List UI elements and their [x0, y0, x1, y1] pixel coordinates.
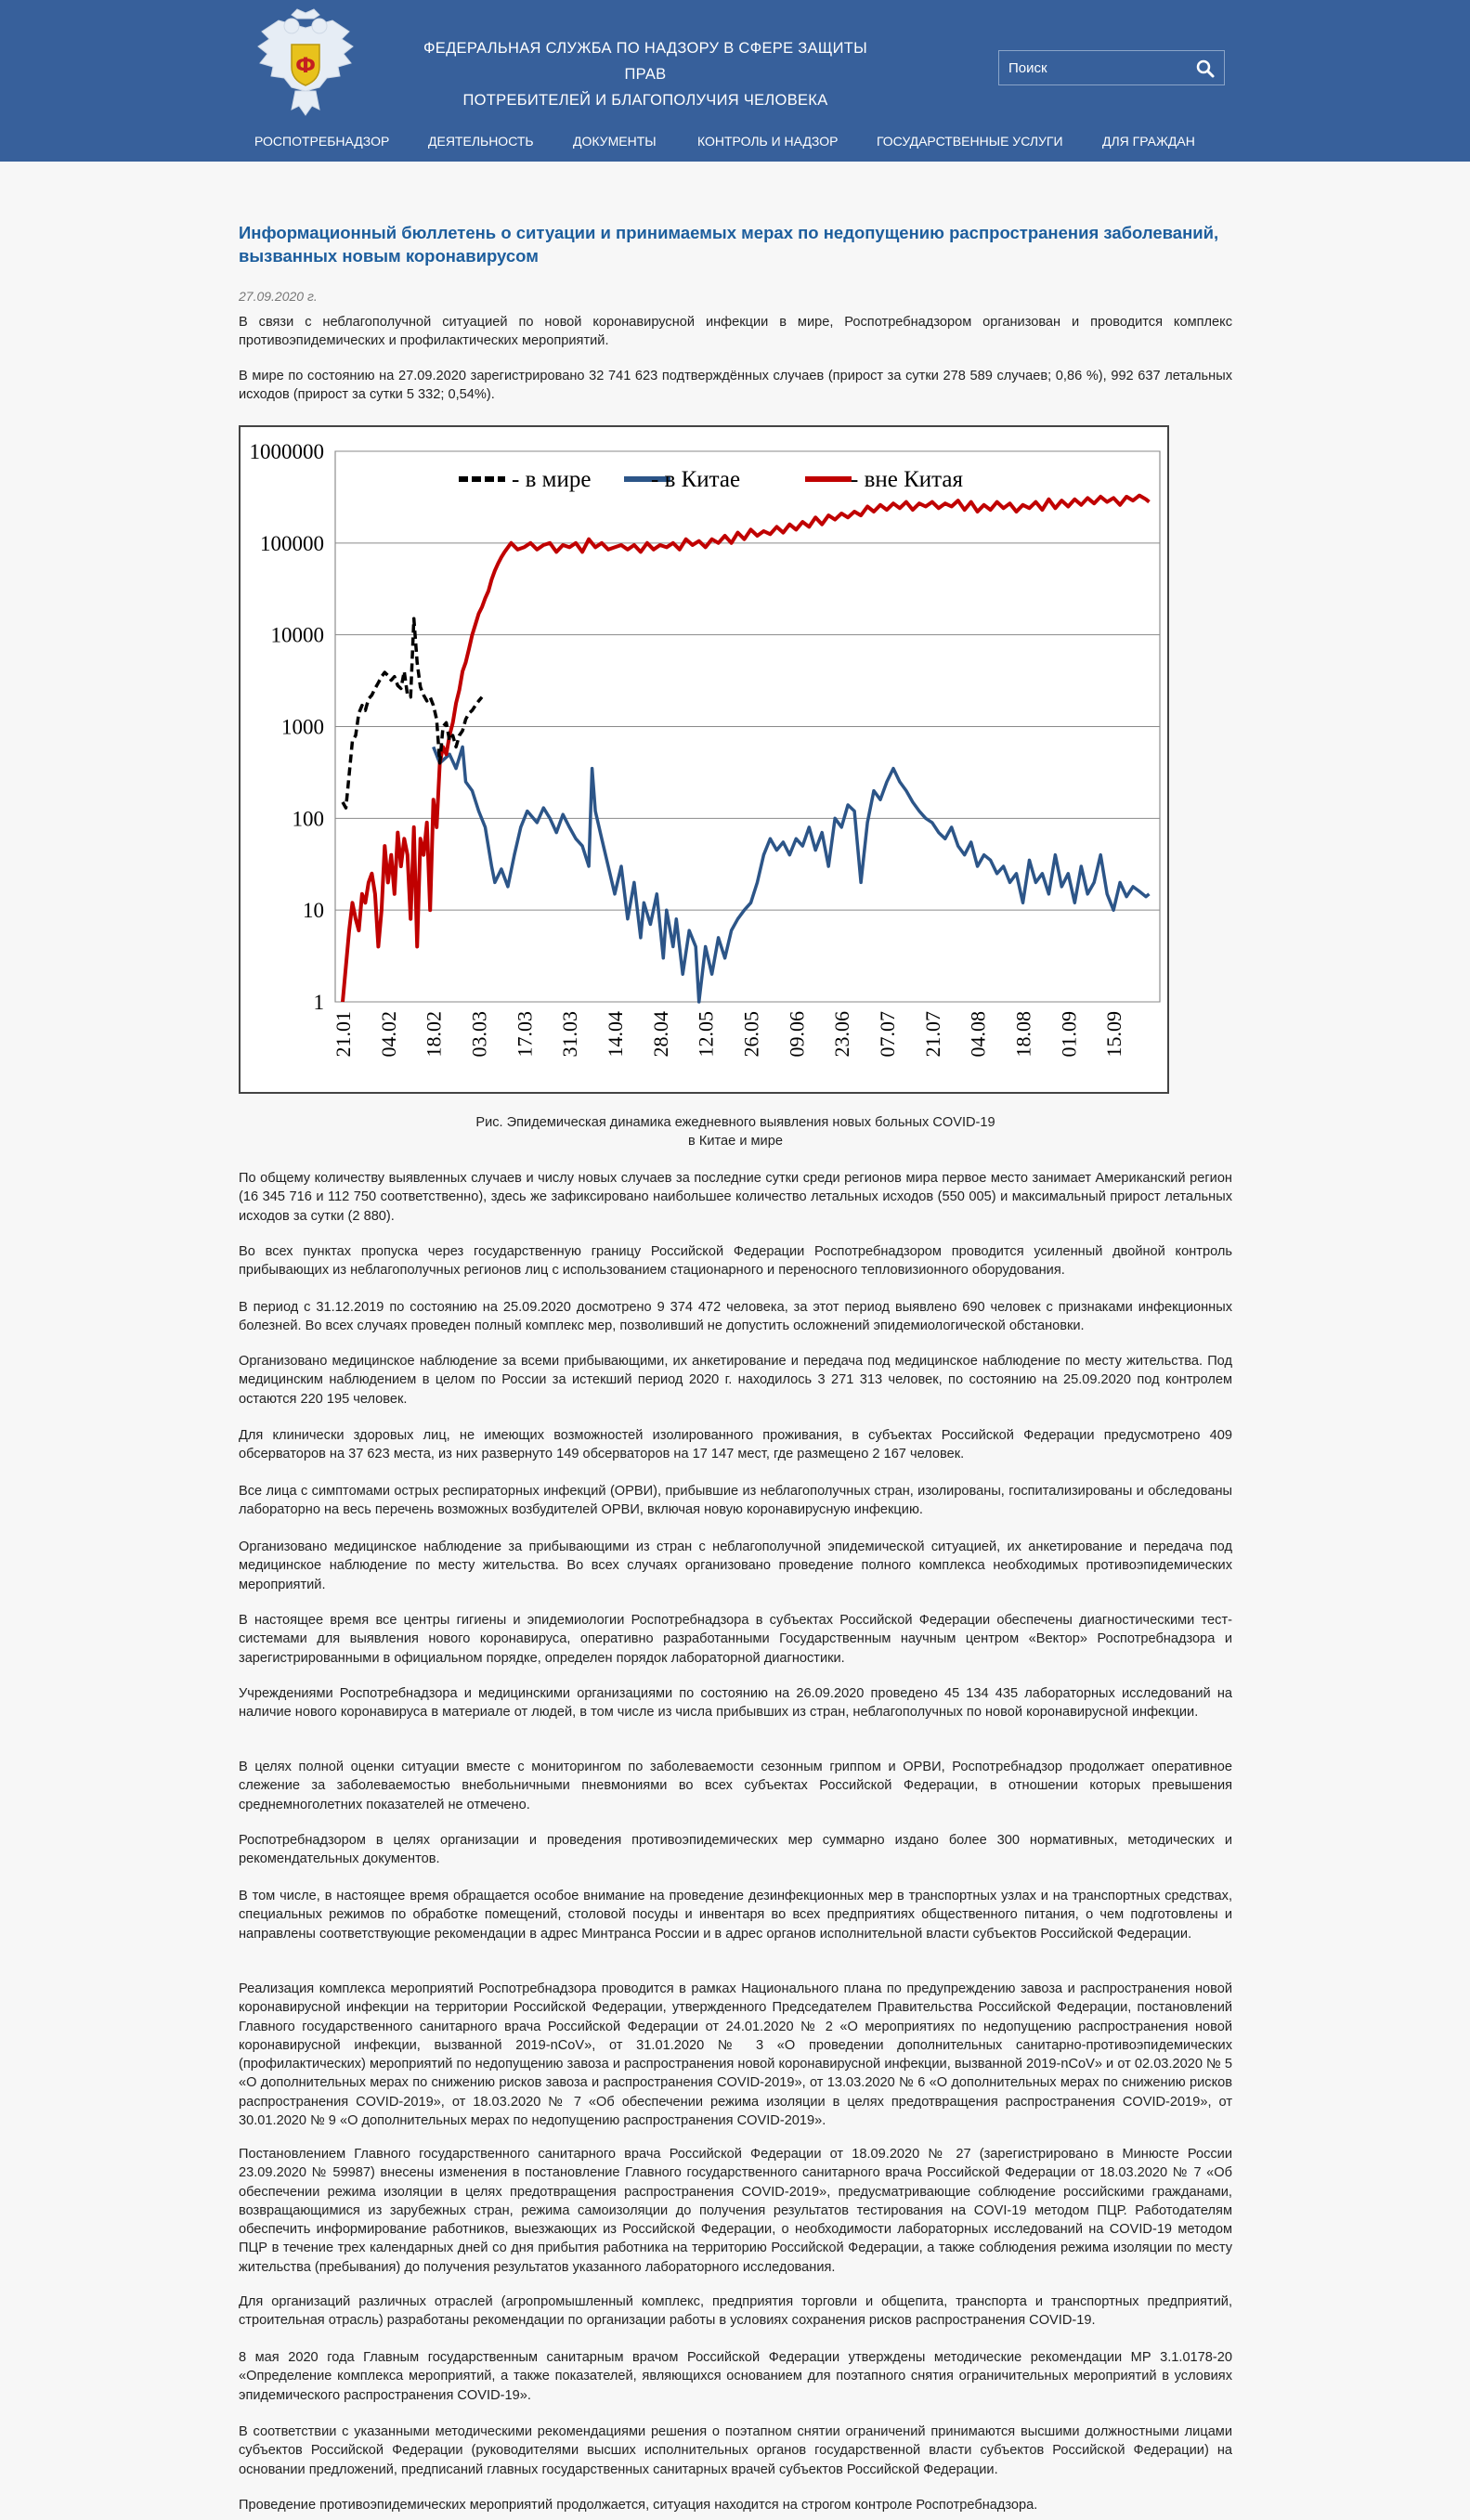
- chart-svg: [241, 427, 1167, 1092]
- coat-of-arms-icon[interactable]: [251, 2, 360, 123]
- y-tick-label: 1000000: [249, 440, 324, 463]
- x-tick-label: 15.09: [1102, 1011, 1126, 1058]
- paragraph: В период с 31.12.2019 по состоянию на 25.09.2020 досмотрено 9 374 472 человека, за этот период выявлено 690 человек с признаками инфекционных болезней. Во всех случаях проведен полный комплекс мер, позволивший не допустить осложнений эпидемиологической обстановки.: [239, 1300, 1232, 1334]
- article-title: Информационный бюллетень о ситуации и принимаемых мерах по недопущению распространения заболеваний, вызванных новым коронавирусом: [239, 223, 1219, 266]
- site-title-line2: ПОТРЕБИТЕЛЕЙ И БЛАГОПОЛУЧИЯ ЧЕЛОВЕКА: [462, 92, 828, 109]
- x-tick-label: 04.02: [376, 1011, 400, 1058]
- x-tick-label: 18.02: [422, 1011, 446, 1058]
- paragraph: По общему количеству выявленных случаев и числу новых случаев за последние сутки среди регионов мира первое место занимает Американский регион (16 345 716 и 112 750 соответственно), здесь же зафиксировано наибольшее количество летальных исходов (550 005) и максимальный прирост летальных исходов за сутки (2 880).: [239, 1171, 1232, 1224]
- y-tick-label: 100: [292, 807, 324, 831]
- paragraph: Организовано медицинское наблюдение за прибывающими из стран с неблагополучной эпидемической ситуацией, их анкетирование и передача под медицинское наблюдение по месту жительства. Во всех случаях организовано проведение полного комплекса необходимых противоэпидемических мероприятий.: [239, 1539, 1232, 1592]
- site-title-line1: ФЕДЕРАЛЬНАЯ СЛУЖБА ПО НАДЗОРУ В СФЕРЕ ЗАЩИТЫ ПРАВ: [423, 40, 868, 83]
- paragraph: В целях полной оценки ситуации вместе с мониторингом по заболеваемости сезонным гриппом и ОРВИ, Роспотребнадзор продолжает оперативное слежение за заболеваемостью внебольничными пневмониями во всех субъектах Российской Федерации, в отношении которых превышения среднемноголетних показателей не отмечено.: [239, 1760, 1232, 1812]
- search-icon: [1194, 58, 1216, 80]
- nav-item-services[interactable]: ГОСУДАРСТВЕННЫЕ УСЛУГИ: [877, 134, 1063, 149]
- legend-label: - в мире: [512, 467, 592, 492]
- paragraph: Проведение противоэпидемических мероприятий продолжается, ситуация находится на строгом контроле Роспотребнадзора.: [239, 2498, 1038, 2513]
- epidemic-chart: [239, 425, 1169, 1094]
- x-tick-label: 18.08: [1011, 1011, 1035, 1058]
- y-tick-label: 1: [313, 991, 324, 1014]
- y-tick-label: 10000: [270, 623, 324, 647]
- search-button[interactable]: [1194, 58, 1216, 80]
- x-tick-label: 14.04: [603, 1011, 627, 1058]
- paragraph: В том числе, в настоящее время обращается особое внимание на проведение дезинфекционных мер в транспортных узлах и на транспортных средствах, специальных режимов по обработке помещений, столовой посуды и инвентаря во всех предприятиях общественного питания, о чем подготовлены и направлены соответствующие рекомендации в адрес Минтранса России и в адрес органов исполнительной власти субъектов Российской Федерации.: [239, 1889, 1232, 1942]
- nav-item-control[interactable]: КОНТРОЛЬ И НАДЗОР: [697, 134, 839, 149]
- paragraph: Для клинически здоровых лиц, не имеющих возможностей изолированного проживания, в субъектах Российской Федерации предусмотрено 409 обсерваторов на 37 623 места, из них развернуто 149 обсерваторов на 17 147 мест, где размещено 2 167 человек.: [239, 1428, 1232, 1462]
- svg-text:Ф: Ф: [295, 55, 316, 78]
- x-tick-label: 23.06: [830, 1011, 854, 1058]
- y-tick-label: 100000: [260, 531, 324, 555]
- site-header: [0, 0, 1470, 162]
- x-tick-label: 28.04: [648, 1011, 672, 1058]
- figure-caption: [239, 1113, 1232, 1151]
- x-tick-label: 17.03: [513, 1011, 537, 1058]
- site-title: [413, 35, 878, 113]
- paragraph: Постановлением Главного государственного санитарного врача Российской Федерации от 18.09.2020 № 27 (зарегистрировано в Минюсте России 23.09.2020 № 59987) внесены изменения в постановление Главного государственного санитарного врача Российской Федерации от 18.03.2020 № 7 «Об обеспечении режима изоляции в целях предотвращения распространения COVID-2019», предусматривающие соблюдение российскими гражданами, возвращающимися из зарубежных стран, режима самоизоляции до получения результатов тестирования на COVI-19 методом ПЦР. Работодателям обеспечить информирование работников, выезжающих из Российской Федерации, о необходимости лабораторных исследований на COVID-19 методом ПЦР в течение трех календарных дней со дня прибытия работника на территорию Российской Федерации, а также соблюдения режима изоляции по месту жительства (пребывания) до получения результатов указанного лабораторного исследования.: [239, 2147, 1232, 2275]
- x-tick-label: 26.05: [739, 1011, 763, 1058]
- article-title-wrap: [239, 221, 1232, 267]
- nav-item-activity[interactable]: ДЕЯТЕЛЬНОСТЬ: [428, 134, 534, 149]
- legend-label: - в Китае: [651, 467, 741, 492]
- y-tick-label: 10: [303, 899, 324, 923]
- x-tick-label: 21.01: [332, 1011, 355, 1058]
- paragraph: Организовано медицинское наблюдение за всеми прибывающими, их анкетирование и передача под медицинское наблюдение по месту жительства. Под медицинским наблюдением в целом по России за истекший период 2020 г. находилось 3 271 313 человек, по состоянию на 25.09.2020 под контролем остаются 220 195 человек.: [239, 1354, 1232, 1407]
- paragraph: Для организаций различных отраслей (агропромышленный комплекс, предприятия торговли и общепита, транспорта и транспортных предприятий, строительная отрасль) разработаны рекомендации по организации работы в условиях сохранения рисков распространения COVID-19.: [239, 2294, 1232, 2329]
- paragraph: В связи с неблагополучной ситуацией по новой коронавирусной инфекции в мире, Роспотребнадзором организован и проводится комплекс противоэпидемических и профилактических мероприятий.: [239, 315, 1232, 349]
- paragraph: Учреждениями Роспотребнадзора и медицинскими организациями по состоянию на 26.09.2020 проведено 45 134 435 лабораторных исследований на наличие нового коронавируса в материале от людей, в том числе из числа прибывших из стран, неблагополучных по новой коронавирусной инфекции.: [239, 1686, 1232, 1721]
- search-box: [998, 50, 1225, 85]
- paragraph: В мире по состоянию на 27.09.2020 зарегистрировано 32 741 623 подтверждённых случаев (прирост за сутки 278 589 случаев; 0,86 %), 992 637 летальных исходов (прирост за сутки 5 332; 0,54%).: [239, 369, 1232, 403]
- caption-line1: Рис. Эпидемическая динамика ежедневного выявления новых больных COVID-19: [475, 1115, 995, 1130]
- paragraph: Реализация комплекса мероприятий Роспотребнадзора проводится в рамках Национального плана по предупреждению завоза и распространения новой коронавирусной инфекции на территории Российской Федерации, утвержденного Председателем Правительства Российской Федерации, постановлений Главного государственного санитарного врача Российской Федерации от 24.01.2020 № 2 «О мероприятиях по недопущению распространения новой коронавирусной инфекции, вызванной 2019-nCoV», от 31.01.2020 № 3 «О проведении дополнительных санитарно-противоэпидемических (профилактических) мероприятий по недопущению завоза и распространения новой коронавирусной инфекции, вызванной 2019-nCoV» и от 02.03.2020 № 5 «О дополнительных мерах по снижению рисков завоза и распространения COVID-2019», от 13.03.2020 № 6 «О дополнительных мерах по снижению рисков распространения COVID-2019», от 18.03.2020 № 7 «Об обеспечении режима изоляции в целях предотвращения распространения COVID-2019», от 30.01.2020 № 9 «О дополнительных мерах по недопущению распространения COVID-2019».: [239, 1981, 1232, 2129]
- paragraph: 8 мая 2020 года Главным государственным санитарным врачом Российской Федерации утверждены методические рекомендации МР 3.1.0178-20 «Определение комплекса мероприятий, а также показателей, являющихся основанием для поэтапного снятия ограничительных мероприятий в условиях эпидемического распространения COVID-19».: [239, 2350, 1232, 2403]
- x-tick-label: 12.05: [694, 1011, 718, 1058]
- main-nav: [0, 128, 1470, 156]
- x-tick-label: 07.07: [875, 1011, 899, 1058]
- y-tick-label: 1000: [281, 715, 324, 739]
- search-input[interactable]: [999, 51, 1185, 84]
- nav-item-rospotrebnadzor[interactable]: РОСПОТРЕБНАДЗОР: [254, 134, 390, 149]
- paragraph: Все лица с симптомами острых респираторных инфекций (ОРВИ), прибывшие из неблагополучных стран, изолированы, госпитализированы и обследованы лабораторно на весь перечень возможных возбудителей ОРВИ, включая новую коронавирусную инфекцию.: [239, 1484, 1232, 1518]
- paragraph: В настоящее время все центры гигиены и эпидемиологии Роспотребнадзора в субъектах Российской Федерации обеспечены диагностическими тест-системами для выявления нового коронавируса, оперативно разработанными Государственным научным центром «Вектор» Роспотребнадзора и зарегистрированными в официальном порядке, определен порядок лабораторной диагностики.: [239, 1613, 1232, 1666]
- x-tick-label: 03.03: [467, 1011, 491, 1058]
- x-tick-label: 09.06: [785, 1011, 809, 1058]
- paragraph: Во всех пунктах пропуска через государственную границу Российской Федерации Роспотребнадзором проводится усиленный двойной контроль прибывающих из неблагополучных регионов лиц с использованием стационарного и переносного тепловизионного оборудования.: [239, 1244, 1232, 1279]
- x-tick-label: 31.03: [558, 1011, 582, 1058]
- caption-line2: в Китае и мире: [688, 1134, 783, 1150]
- x-tick-label: 04.08: [966, 1011, 990, 1058]
- nav-item-documents[interactable]: ДОКУМЕНТЫ: [573, 134, 657, 149]
- nav-item-citizens[interactable]: ДЛЯ ГРАЖДАН: [1102, 134, 1195, 149]
- legend-label: - вне Китая: [851, 467, 963, 492]
- x-tick-label: 21.07: [920, 1011, 944, 1058]
- paragraph: В соответствии с указанными методическими рекомендациями решения о поэтапном снятии ограничений принимаются высшими должностными лицами субъектов Российской Федерации (руководителями высших исполнительных органов государственной власти субъектов Российской Федерации) на основании предложений, предписаний главных государственных санитарных врачей субъектов Российской Федерации.: [239, 2424, 1232, 2477]
- article-date: 27.09.2020 г.: [239, 289, 318, 304]
- x-tick-label: 01.09: [1057, 1011, 1081, 1058]
- paragraph: Роспотребнадзором в целях организации и проведения противоэпидемических мер суммарно издано более 300 нормативных, методических и рекомендательных документов.: [239, 1833, 1232, 1867]
